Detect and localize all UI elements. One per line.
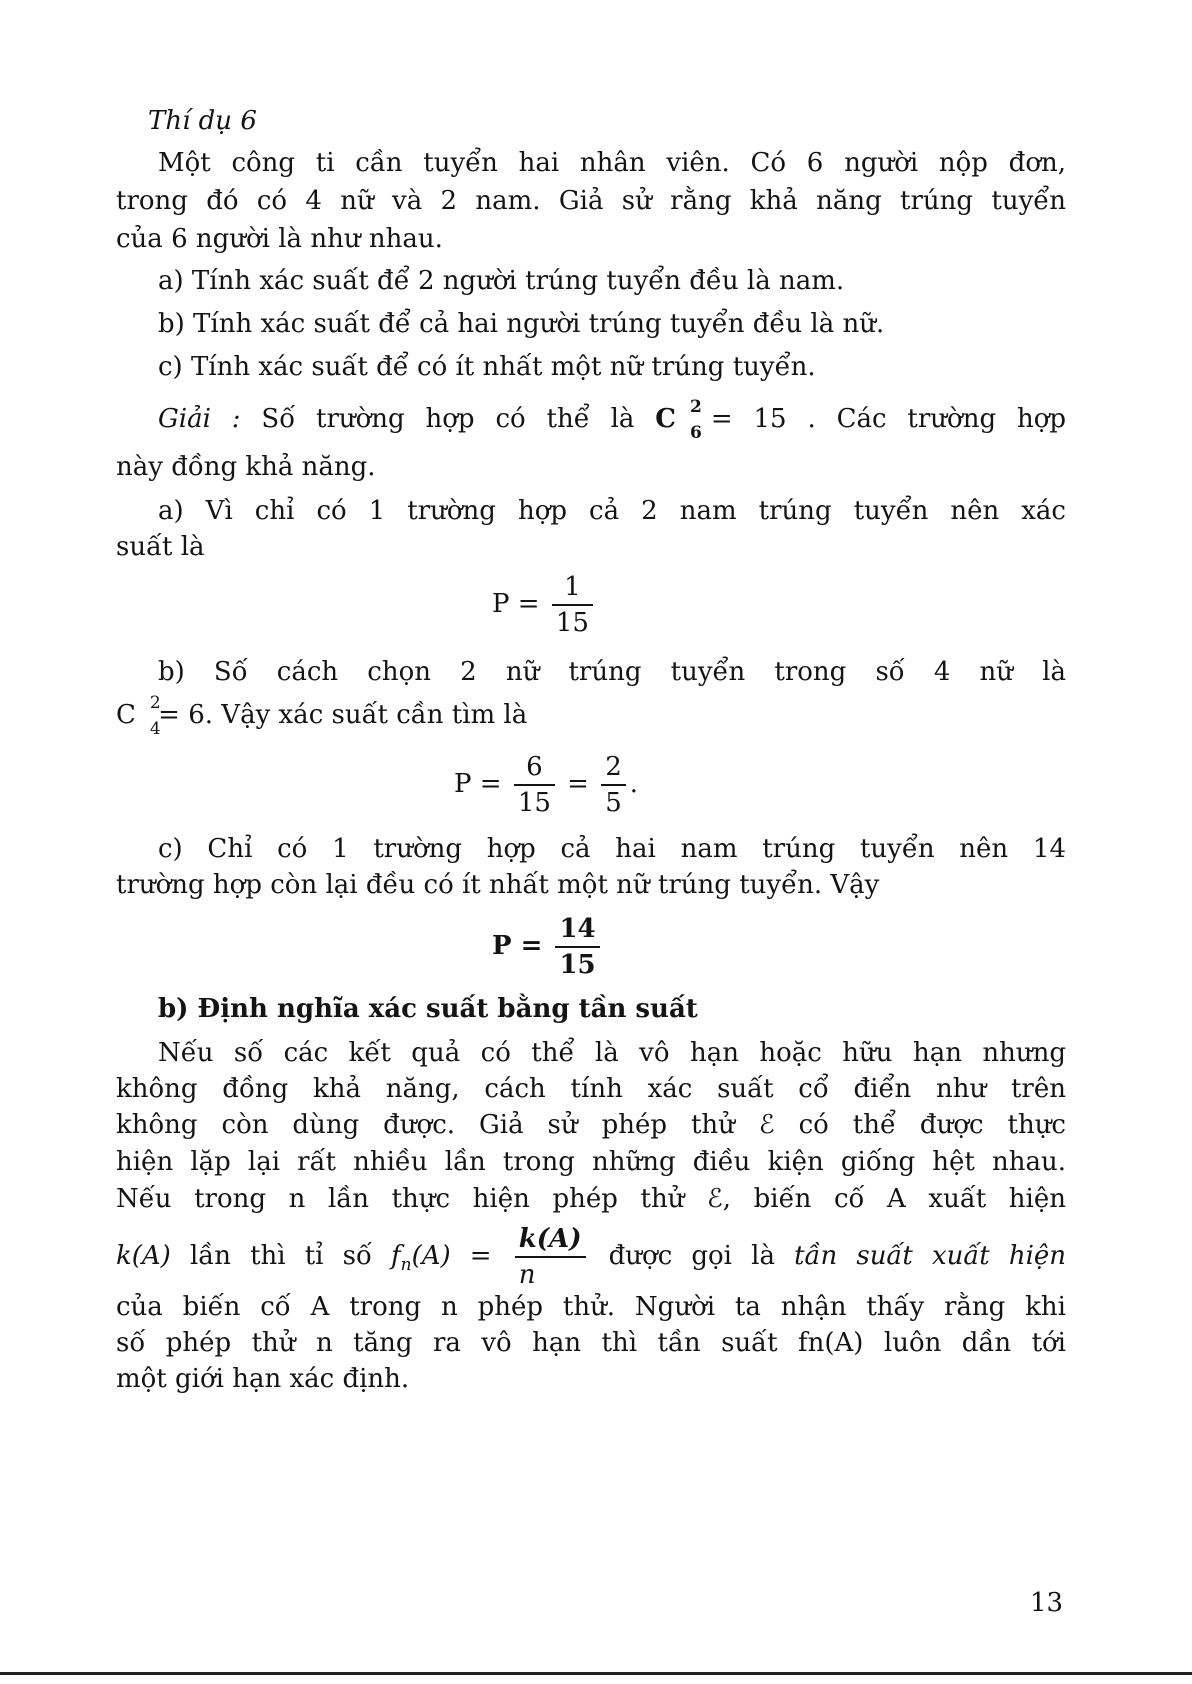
part-c-line-2: trường hợp còn lại đều có ít nhất một nữ trúng tuyển. Vậy (116, 870, 880, 900)
part-b-line-2: C 2 4 = 6. Vậy xác suất cần tìm là (116, 693, 528, 739)
section-b-line-1: Nếu số các kết quả có thể là vô hạn hoặc hữu hạn nhưng (158, 1038, 1066, 1068)
formula-c: P = $\frac{14}{15}$ (492, 912, 604, 982)
solution-line-1 (158, 397, 1067, 443)
question-b: b) Tính xác suất để cả hai người trúng tuyển đều là nữ. (158, 309, 885, 339)
formula-a: P = $\frac{1}{15}$ (492, 570, 597, 640)
intro-line-1: Một công ti cần tuyển hai nhân viên. Có 6 người nộp đơn, (158, 148, 1066, 178)
combination-c-4-2: C 2 4 (116, 693, 161, 739)
part-b-line-1: b) Số cách chọn 2 nữ trúng tuyển trong số 4 nữ là (158, 657, 1066, 687)
part-a-line-2: suất là (116, 532, 205, 562)
combination-c-6-2: C 2 6 (655, 397, 702, 443)
example-title: Thí dụ 6 (148, 106, 257, 136)
solution-text-b: = 15 . Các trường hợp (710, 404, 1067, 434)
question-a: a) Tính xác suất để 2 người trúng tuyển đều là nam. (158, 266, 845, 296)
bottom-rule (0, 1672, 1192, 1675)
solution-text-a: Số trường hợp có thể là (261, 404, 635, 434)
section-b-tail-2: số phép thử n tăng ra vô hạn thì tần suất fn(A) luôn dần tới (116, 1328, 1066, 1358)
section-b-line-2: không đồng khả năng, cách tính xác suất cổ điển như trên (116, 1074, 1066, 1104)
page-number: 13 (1030, 1588, 1064, 1618)
solution-label: Giải : (158, 404, 241, 434)
intro-line-2: trong đó có 4 nữ và 2 nam. Giả sử rằng khả năng trúng tuyển (116, 186, 1066, 216)
section-b-line-4: hiện lặp lại rất nhiều lần trong những điều kiện giống hệt nhau. (116, 1147, 1066, 1177)
section-b-heading: b) Định nghĩa xác suất bằng tần suất (158, 994, 698, 1024)
formula-a-denominator: 15 (555, 608, 589, 638)
solution-line-2: này đồng khả năng. (116, 452, 376, 482)
section-b-tail-3: một giới hạn xác định. (116, 1364, 410, 1394)
section-b-tail-1: của biến cố A trong n phép thử. Người ta nhận thấy rằng khi (116, 1292, 1066, 1322)
section-b-line-3: không còn dùng được. Giả sử phép thử ℰ có thể được thực (116, 1110, 1066, 1140)
question-c: c) Tính xác suất để có ít nhất một nữ trúng tuyển. (158, 352, 816, 382)
frequency-definition-line: k(A) lần thì tỉ số $f_n(A)$ = $\frac{k(A)}{n}$ được gọi là tần suất xuất hiện (116, 1224, 1067, 1290)
part-c-line-1: c) Chỉ có 1 trường hợp cả hai nam trúng tuyển nên 14 (158, 834, 1066, 864)
formula-b: P = $\frac{6}{15}$ = $\frac{2}{5}$ . (454, 752, 639, 818)
part-a-line-1: a) Vì chỉ có 1 trường hợp cả 2 nam trúng tuyển nên xác (158, 496, 1066, 526)
intro-line-3: của 6 người là như nhau. (116, 224, 443, 254)
formula-a-numerator: 1 (552, 570, 593, 606)
section-b-line-5: Nếu trong n lần thực hiện phép thử ℰ, biến cố A xuất hiện (116, 1184, 1066, 1214)
frequency-symbol: $f_n(A)$ = (391, 1241, 492, 1276)
